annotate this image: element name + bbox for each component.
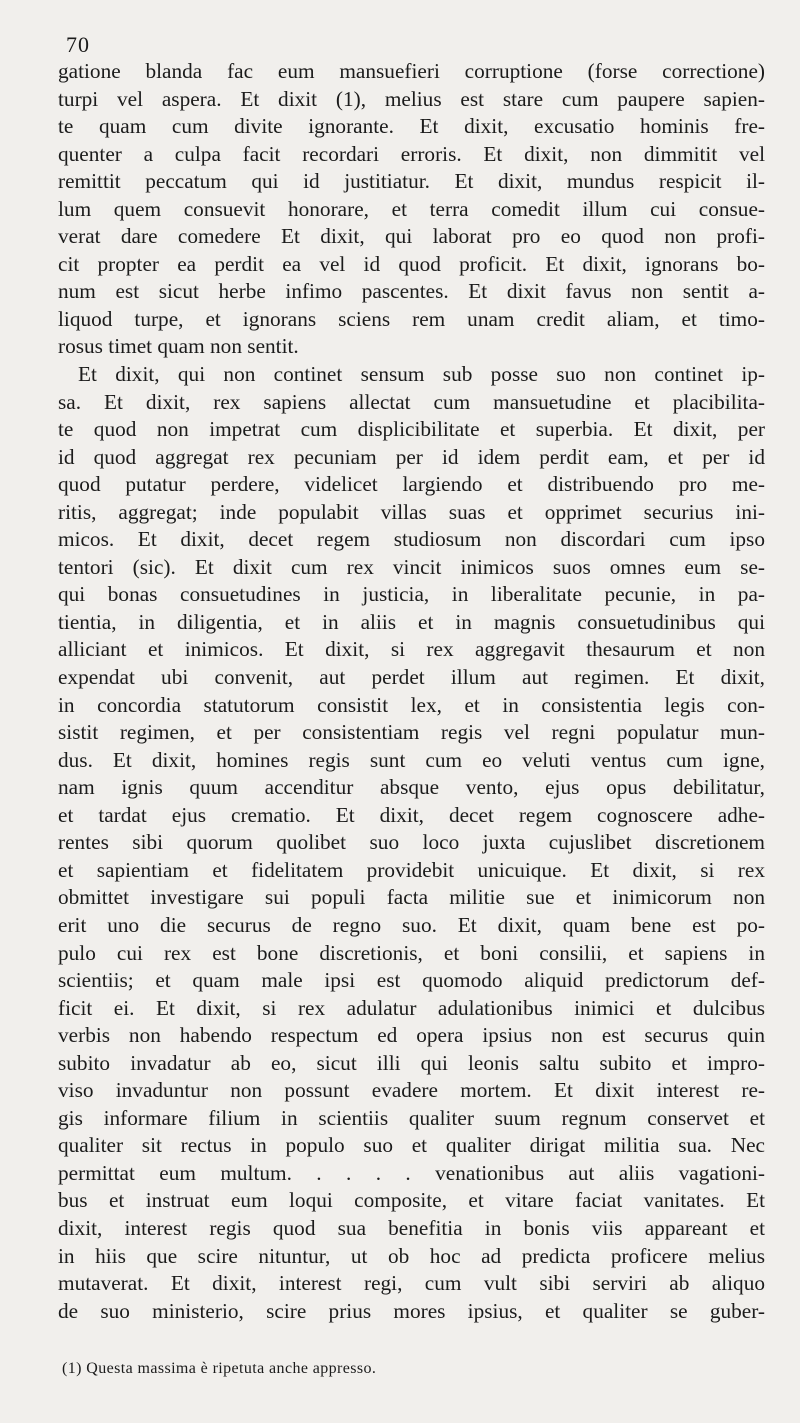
text-line: dixit, interest regis quod sua benefitia in bonis viis appareant et <box>58 1215 765 1240</box>
text-line: qui bonas consuetudines in justicia, in liberalitate pecunie, in pa- <box>58 582 765 607</box>
text-line: obmittet investigare sui populi facta militie sue et inimicorum non <box>58 885 765 910</box>
body-text <box>58 58 765 1325</box>
text-line: viso invaduntur non possunt evadere mortem. Et dixit interest re- <box>58 1078 765 1103</box>
text-line: remittit peccatum qui id justitiatur. Et dixit, mundus respicit il- <box>58 169 765 194</box>
text-line: et tardat ejus crematio. Et dixit, decet regem cognoscere adhe- <box>58 802 765 827</box>
text-line: turpi vel aspera. Et dixit (1), melius est stare cum paupere sapien- <box>58 86 765 111</box>
page-number: 70 <box>66 32 90 57</box>
text-line: id quod aggregat rex pecuniam per id idem perdit eam, et per id <box>58 444 765 469</box>
text-line: gatione blanda fac eum mansuefieri corruptione (forse correctione) <box>58 59 765 83</box>
text-line: dus. Et dixit, homines regis sunt cum eo veluti ventus cum igne, <box>58 747 765 772</box>
text-line: in concordia statutorum consistit lex, et in consistentia legis con- <box>58 692 765 717</box>
text-line: erit uno die securus de regno suo. Et dixit, quam bene est po- <box>58 912 765 937</box>
text-line: tientia, in diligentia, et in aliis et in magnis consuetudinibus qui <box>58 609 765 634</box>
text-line: ficit ei. Et dixit, si rex adulatur adulationibus inimici et dulcibus <box>58 995 765 1020</box>
text-line: verat dare comedere Et dixit, qui laborat pro eo quod non profi- <box>58 224 765 249</box>
text-line: Et dixit, qui non continet sensum sub posse suo non continet ip- <box>78 362 765 387</box>
text-line: rentes sibi quorum quolibet suo loco juxta cujuslibet discretionem <box>58 830 765 855</box>
text-line: in hiis que scire nituntur, ut ob hoc ad predicta proficere melius <box>58 1243 765 1268</box>
text-line: cit propter ea perdit ea vel id quod proficit. Et dixit, ignorans bo- <box>58 251 765 276</box>
text-line: micos. Et dixit, decet regem studiosum non discordari cum ipso <box>58 527 765 552</box>
text-line: pulo cui rex est bone discretionis, et boni consilii, et sapiens in <box>58 940 765 965</box>
footnote: (1) Questa massima è ripetuta anche appresso. <box>62 1360 377 1377</box>
text-line: scientiis; et quam male ipsi est quomodo aliquid predictorum def- <box>58 968 765 993</box>
text-line: bus et instruat eum loqui composite, et vitare faciat vanitates. Et <box>58 1188 765 1213</box>
text-line: num est sicut herbe infimo pascentes. Et dixit favus non sentit a- <box>58 279 765 304</box>
text-line: sistit regimen, et per consistentiam regis vel regni populatur mun- <box>58 720 765 745</box>
text-line: te quam cum divite ignorante. Et dixit, excusatio hominis fre- <box>58 114 765 139</box>
text-line: gis informare filium in scientiis qualiter suum regnum conservet et <box>58 1105 765 1130</box>
text-line: et sapientiam et fidelitatem providebit unicuique. Et dixit, si rex <box>58 857 765 882</box>
text-line: rosus timet quam non sentit. <box>58 334 299 359</box>
text-line: quod putatur perdere, videlicet largiendo et distribuendo pro me- <box>58 472 765 497</box>
text-line: liquod turpe, et ignorans sciens rem unam credit aliam, et timo- <box>58 306 765 331</box>
text-line: nam ignis quum accenditur absque vento, ejus opus debilitatur, <box>58 775 765 800</box>
text-line: de suo ministerio, scire prius mores ipsius, et qualiter se guber- <box>58 1298 765 1323</box>
text-line: tentori (sic). Et dixit cum rex vincit inimicos suos omnes eum se- <box>58 554 765 579</box>
text-line: verbis non habendo respectum ed opera ipsius non est securus quin <box>58 1023 765 1048</box>
text-line: te quod non impetrat cum displicibilitate et superbia. Et dixit, per <box>58 417 765 442</box>
text-line: alliciant et inimicos. Et dixit, si rex aggregavit thesaurum et non <box>58 637 765 662</box>
text-line: expendat ubi convenit, aut perdet illum aut regimen. Et dixit, <box>58 665 765 690</box>
text-line: subito invadatur ab eo, sicut illi qui leonis saltu subito et impro- <box>58 1050 765 1075</box>
text-line: quenter a culpa facit recordari erroris. Et dixit, non dimmitit vel <box>58 141 765 166</box>
text-line: permittat eum multum. . . . . venationibus aut aliis vagationi- <box>58 1160 765 1185</box>
text-line: mutaverat. Et dixit, interest regi, cum vult sibi serviri ab aliquo <box>58 1271 765 1296</box>
text-line: lum quem consuevit honorare, et terra comedit illum cui consue- <box>58 196 765 221</box>
text-line: ritis, aggregat; inde populabit villas suas et opprimet securius ini- <box>58 499 765 524</box>
text-line: sa. Et dixit, rex sapiens allectat cum mansuetudine et placibilita- <box>58 389 765 414</box>
text-line: qualiter sit rectus in populo suo et qualiter dirigat militia sua. Nec <box>58 1133 765 1158</box>
